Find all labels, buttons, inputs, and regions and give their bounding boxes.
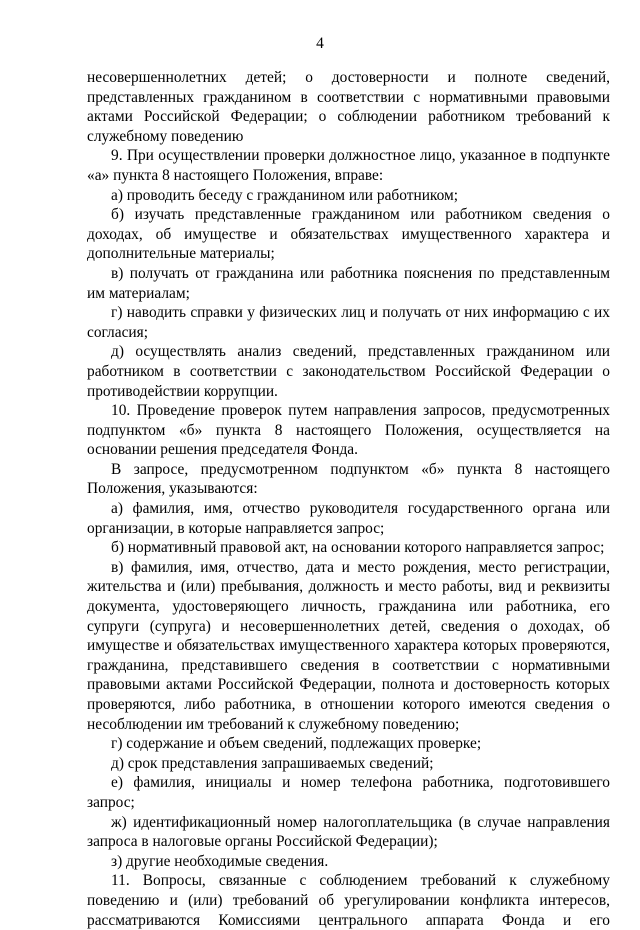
list-item-10b: б) нормативный правовой акт, на основании которого направляется запрос; xyxy=(111,539,605,557)
list-item-10d: д) срок представления запрашиваемых сведений; xyxy=(111,754,434,772)
list-item-9v: в) получать от гражданина или работника пояснения по представленным им материалам; xyxy=(87,264,610,302)
list-item-10a: а) фамилия, имя, отчество руководителя государственного органа или организации, в которые направляется запрос; xyxy=(87,500,610,537)
list-item-10g: г) содержание и объем сведений, подлежащих проверке; xyxy=(111,735,482,753)
page-number: 4 xyxy=(316,35,324,52)
list-item-9a: а) проводить беседу с гражданином или работником; xyxy=(111,186,459,204)
list-item-10e: е) фамилия, инициалы и номер телефона работника, подготовившего запрос; xyxy=(87,774,610,811)
list-item-10zh: ж) идентификационный номер налогоплательщика (в случае направления запроса в налоговые органы Российской Федерации); xyxy=(87,813,610,851)
list-item-10z: з) другие необходимые сведения. xyxy=(111,852,329,870)
list-item-10v: в) фамилия, имя, отчество, дата и место рождения, место регистрации, жительства и (или) пребывания, должность и место работы, вид и реквизиты документа, удостоверяющего личность, гражданина или работника, его супруги (супруга) и несовершеннолетних детей, сведения о доходах, об имуществе и обязательствах имущественного характера которых проверяются, гражданина, представившего сведения в соответствии с нормативными правовыми актами Российской Федерации, полнота и достоверность которых проверяются, либо работника, в отношении которого имеются сведения о несоблюдении им требований к служебному поведению; xyxy=(87,558,610,733)
paragraph-11: 11. Вопросы, связанные с соблюдением требований к служебному поведению и (или) требований об урегулировании конфликта интересов, рассматриваются Комиссиями центрального аппарата Фонда и его xyxy=(87,872,610,929)
paragraph-request-intro: В запросе, предусмотренном подпунктом «б» пункта 8 настоящего Положения, указываются: xyxy=(87,460,610,498)
list-item-9d: д) осуществлять анализ сведений, представленных гражданином или работником в соответствии с законодательством Российской Федерации о противодействии коррупции. xyxy=(87,343,610,400)
paragraph-9: 9. При осуществлении проверки должностное лицо, указанное в подпункте «а» пункта 8 настоящего Положения, вправе: xyxy=(87,147,610,184)
paragraph-10: 10. Проведение проверок путем направления запросов, предусмотренных подпунктом «б» пункта 8 настоящего Положения, осуществляется на основании решения председателя Фонда. xyxy=(87,402,610,459)
paragraph-continuation: несовершеннолетних детей; о достоверности и полноте сведений, представленных гражданином в соответствии с нормативными правовыми актами Российской Федерации; о соблюдении работником требований к служебному поведению xyxy=(87,69,610,145)
document-body xyxy=(87,68,610,930)
list-item-9g: г) наводить справки у физических лиц и получать от них информацию с их согласия; xyxy=(87,304,610,341)
list-item-9b: б) изучать представленные гражданином или работником сведения о доходах, об имуществе и обязательствах имущественного характера и дополнительные материалы; xyxy=(87,206,610,263)
